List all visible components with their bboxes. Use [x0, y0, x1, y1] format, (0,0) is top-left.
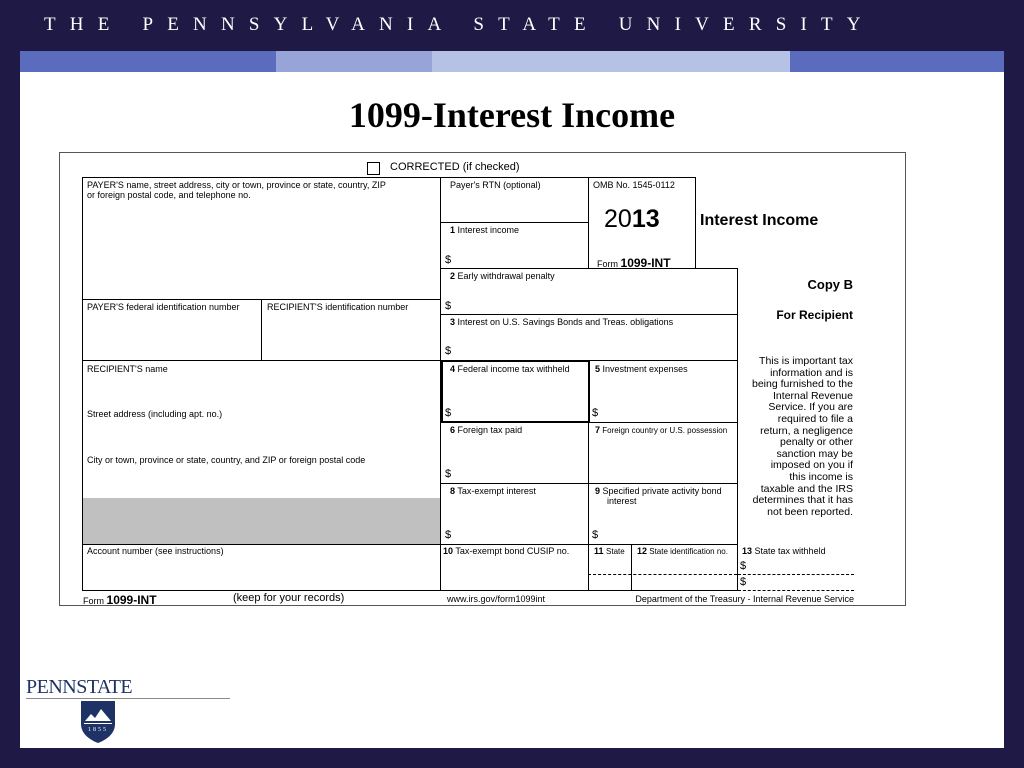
box6-label: [450, 425, 522, 435]
box2-dollar: $: [445, 300, 452, 312]
payer-rtn-label: Payer's RTN (optional): [450, 180, 541, 190]
grid-line: [82, 544, 738, 545]
form-1099-int: [59, 152, 906, 606]
notice-line: this income is: [789, 470, 853, 483]
grid-line: [82, 177, 696, 178]
box4-text: Federal income tax withheld: [457, 364, 570, 374]
box6-number: 6: [450, 425, 456, 435]
box13-dollar: $: [740, 560, 747, 572]
grid-line: [261, 299, 262, 360]
payer-fed-id-label: PAYER'S federal identification number: [87, 302, 240, 312]
box8-label: [450, 486, 536, 496]
box10-number: 10: [443, 546, 454, 556]
form-title: Interest Income: [700, 212, 819, 229]
grid-line: [631, 544, 632, 590]
omb-number: OMB No. 1545-0112: [593, 180, 675, 190]
university-banner: THE PENNSYLVANIA STATE UNIVERSITY: [44, 14, 875, 35]
grid-line: [82, 360, 737, 361]
box12-label: [637, 546, 728, 556]
for-recipient-label: For Recipient: [776, 308, 853, 322]
footer-form-number: 1099-INT: [106, 593, 157, 607]
grid-line: [737, 268, 738, 590]
grid-dash: [738, 590, 854, 591]
pennstate-shield-icon: [80, 700, 116, 744]
notice-line: return, a negligence: [760, 424, 853, 437]
box8-number: 8: [450, 486, 456, 496]
box12-number: 12: [637, 546, 648, 556]
logo-underline: [26, 698, 230, 699]
box5-text: Investment expenses: [602, 364, 688, 374]
payer-name-label-2: or foreign postal code, and telephone no.: [87, 190, 251, 200]
box10-label: [443, 546, 569, 556]
box7-label: [595, 425, 727, 435]
notice-line: taxable and the IRS: [760, 482, 853, 495]
grid-line: [440, 268, 737, 269]
box5-number: 5: [595, 364, 601, 374]
footer-form-word: Form: [83, 596, 104, 606]
box3-label: [450, 317, 673, 327]
box9-dollar: $: [592, 529, 599, 541]
form-label: [597, 256, 671, 270]
recipient-name-label: RECIPIENT'S name: [87, 364, 168, 374]
grid-line: [695, 177, 696, 269]
box13-label: [742, 546, 826, 556]
box5-label: [595, 364, 688, 374]
grid-line: [440, 483, 737, 484]
box1-label: [450, 225, 519, 235]
box10-text: Tax-exempt bond CUSIP no.: [455, 546, 570, 556]
notice-line: being furnished to the: [752, 378, 853, 391]
account-number-label: Account number (see instructions): [87, 546, 224, 556]
notice-line: This is important tax: [759, 355, 853, 367]
box8-dollar: $: [445, 529, 452, 541]
box3-dollar: $: [445, 345, 452, 357]
shaded-area: [83, 498, 440, 544]
irs-url[interactable]: www.irs.gov/form1099int: [447, 594, 546, 604]
box6-dollar: $: [445, 468, 452, 480]
header-stripe-3: [432, 51, 790, 72]
box1-dollar: $: [445, 254, 452, 266]
box4-label: [450, 364, 570, 374]
box11-text: State: [606, 547, 625, 556]
corrected-checkbox[interactable]: [367, 162, 380, 175]
box7-text: Foreign country or U.S. possession: [602, 426, 728, 435]
box13-text: State tax withheld: [754, 546, 826, 556]
box13-dollar-2: $: [740, 576, 747, 588]
notice-line: required to file a: [777, 412, 853, 425]
header-stripe-1: [20, 51, 276, 72]
city-label: City or town, province or state, country, and ZIP or foreign postal code: [87, 455, 366, 465]
box3-number: 3: [450, 317, 456, 327]
grid-dash: [588, 574, 737, 575]
recipient-notice: [752, 356, 853, 518]
box7-number: 7: [595, 425, 601, 435]
box1-number: 1: [450, 225, 456, 235]
box2-number: 2: [450, 271, 456, 281]
box4-dollar: $: [445, 407, 452, 419]
corrected-label: CORRECTED (if checked): [390, 161, 520, 173]
grid-line: [588, 177, 589, 269]
slide-title: 1099-Interest Income: [348, 95, 676, 135]
keep-for-records: (keep for your records): [233, 592, 345, 604]
box6-text: Foreign tax paid: [457, 425, 523, 435]
notice-line: determines that it has: [752, 494, 853, 507]
tax-year-suffix: 13: [631, 205, 660, 233]
payer-name-label: PAYER'S name, street address, city or town, province or state, country, ZIP: [87, 180, 386, 190]
shield-year: 1855: [88, 727, 108, 733]
box2-text: Early withdrawal penalty: [457, 271, 555, 281]
notice-line: penalty or other: [780, 436, 853, 449]
box13-number: 13: [742, 546, 753, 556]
pennstate-logo-text: PENNSTATE: [26, 676, 133, 698]
notice-line: information and is: [770, 366, 853, 379]
treasury-department: Department of the Treasury - Internal Revenue Service: [635, 594, 854, 604]
notice-line: sanction may be: [776, 447, 853, 460]
grid-line: [440, 222, 589, 223]
form-footer-name: [83, 593, 157, 607]
form-number: 1099-INT: [620, 256, 671, 270]
notice-line: Internal Revenue: [773, 389, 853, 402]
box8-text: Tax-exempt interest: [457, 486, 536, 496]
tax-year-prefix: 20: [604, 205, 632, 233]
copy-b-label: Copy B: [807, 277, 853, 292]
box9-text: Specified private activity bond: [602, 486, 722, 496]
box5-dollar: $: [592, 407, 599, 419]
grid-dash: [738, 574, 854, 575]
header-stripe-4: [790, 51, 1004, 72]
grid-line: [440, 314, 737, 315]
box11-label: [594, 546, 625, 556]
box9-label-2: interest: [607, 496, 637, 506]
box1-text: Interest income: [457, 225, 520, 235]
grid-line: [82, 590, 738, 591]
notice-line: imposed on you if: [770, 459, 853, 472]
form-word: Form: [597, 259, 618, 269]
box11-number: 11: [594, 546, 604, 556]
box9-number: 9: [595, 486, 601, 496]
header-stripe-2: [276, 51, 432, 72]
box9-label: [595, 486, 722, 496]
recipient-id-label: RECIPIENT'S identification number: [267, 302, 409, 312]
notice-line: Service. If you are: [768, 401, 853, 414]
street-address-label: Street address (including apt. no.): [87, 409, 223, 419]
tax-year: [604, 205, 660, 234]
box2-label: [450, 271, 555, 281]
box3-text: Interest on U.S. Savings Bonds and Treas. obligations: [457, 317, 674, 327]
box12-text: State identification no.: [649, 547, 728, 556]
box4-number: 4: [450, 364, 456, 374]
notice-line: not been reported.: [767, 505, 853, 518]
